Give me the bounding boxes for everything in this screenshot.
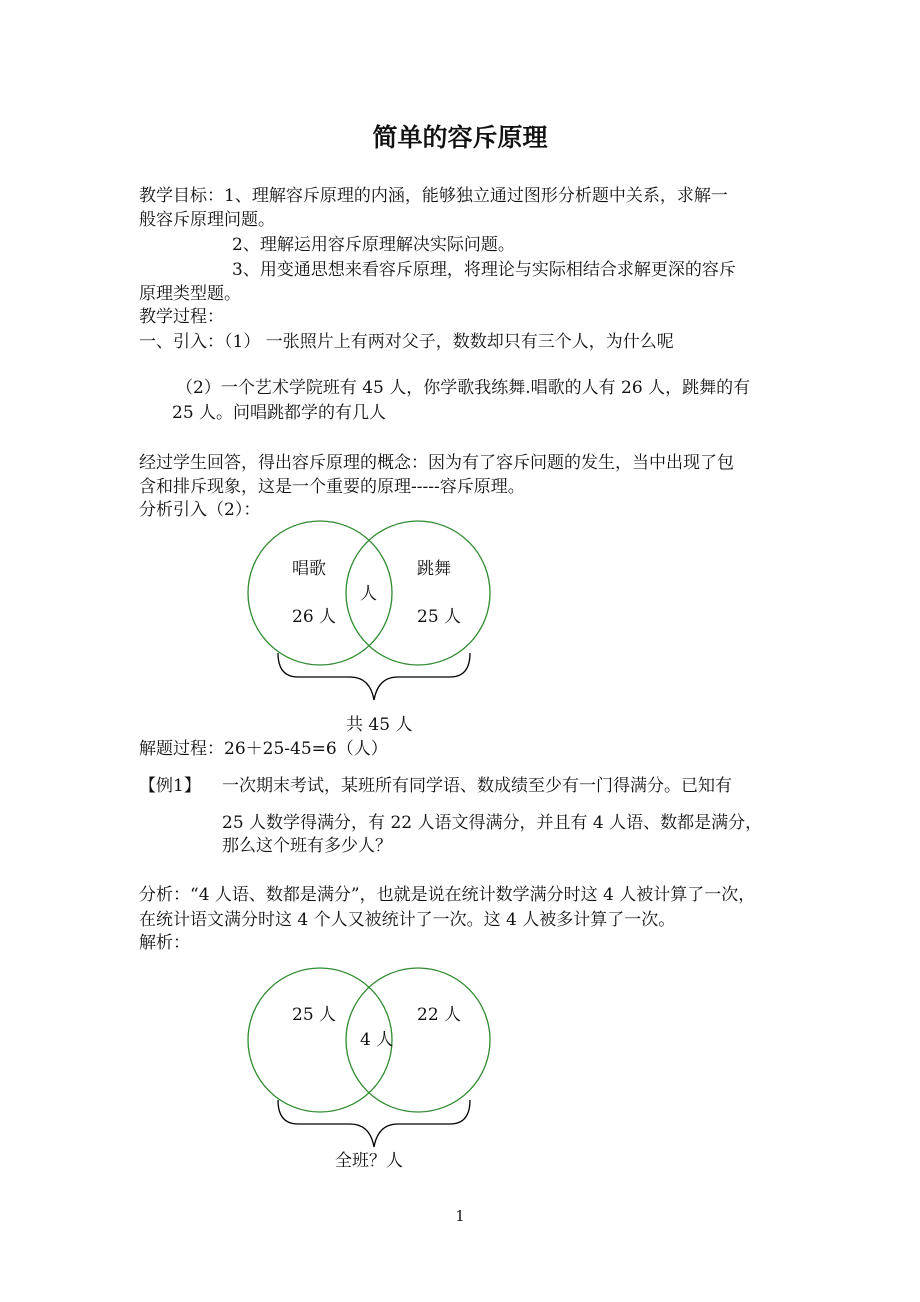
intro-question-1: 一、引入：（1） 一张照片上有两对父子，数数却只有三个人，为什么呢: [139, 332, 674, 352]
page-title: 简单的容斥原理: [372, 123, 548, 152]
venn1-left-name: 唱歌: [292, 559, 326, 579]
process-label: 教学过程：: [139, 307, 224, 327]
venn1-brace: [278, 653, 470, 700]
page-number: 1: [455, 1207, 465, 1225]
goals-line-1: 教学目标：1、理解容斥原理的内涵，能够独立通过图形分析题中关系，求解一: [139, 186, 728, 206]
example-1-line-1: 一次期末考试，某班所有同学语、数成绩至少有一门得满分。已知有: [222, 776, 732, 796]
analysis-2-line-2: 在统计语文满分时这 4 个人又被统计了一次。这 4 人被多计算了一次。: [139, 910, 676, 930]
example-1-tag: 【例1】: [139, 776, 201, 796]
goals-line-2: 2、理解运用容斥原理解决实际问题。: [232, 235, 515, 255]
analysis-intro-2-label: 分析引入（2）：: [139, 500, 261, 520]
venn1-right-name: 跳舞: [417, 559, 451, 579]
intro-question-2: （2）一个艺术学院班有 45 人，你学歌我练舞.唱歌的人有 26 人，跳舞的有: [176, 378, 751, 398]
analysis-2-line-3: 解析：: [139, 933, 190, 953]
venn2-brace: [278, 1100, 470, 1147]
example-1-line-2: 25 人数学得满分，有 22 人语文得满分，并且有 4 人语、数都是满分，: [222, 813, 763, 833]
goals-line-3: 3、用变通思想来看容斥原理，将理论与实际相结合求解更深的容斥: [232, 260, 736, 280]
goals-line-1-cont: 般容斥原理问题。: [139, 210, 275, 230]
venn2-middle: 4 人: [360, 1030, 394, 1050]
solution-1: 解题过程：26＋25-45=6（人）: [139, 739, 388, 759]
venn1-right-count: 25 人: [417, 607, 462, 627]
venn2-left-count: 25 人: [292, 1005, 337, 1025]
goals-line-3-cont: 原理类型题。: [139, 284, 241, 304]
venn2-total: 全班？人: [335, 1151, 403, 1171]
example-1-line-3: 那么这个班有多少人？: [222, 836, 392, 856]
venn1-left-count: 26 人: [292, 607, 337, 627]
venn1-middle: 人: [360, 584, 377, 604]
venn2-right-count: 22 人: [417, 1005, 462, 1025]
concept-line-2: 含和排斥现象，这是一个重要的原理-----容斥原理。: [139, 477, 525, 497]
concept-line-1: 经过学生回答，得出容斥原理的概念：因为有了容斥问题的发生，当中出现了包: [139, 453, 734, 473]
venn1-total: 共 45 人: [346, 715, 413, 735]
intro-question-2-cont: 25 人。问唱跳都学的有几人: [172, 403, 387, 423]
venn-diagram-2: [0, 962, 920, 1162]
analysis-2-line-1: 分析：“4 人语、数都是满分”，也就是说在统计数学满分时这 4 人被计算了一次，: [139, 885, 756, 905]
